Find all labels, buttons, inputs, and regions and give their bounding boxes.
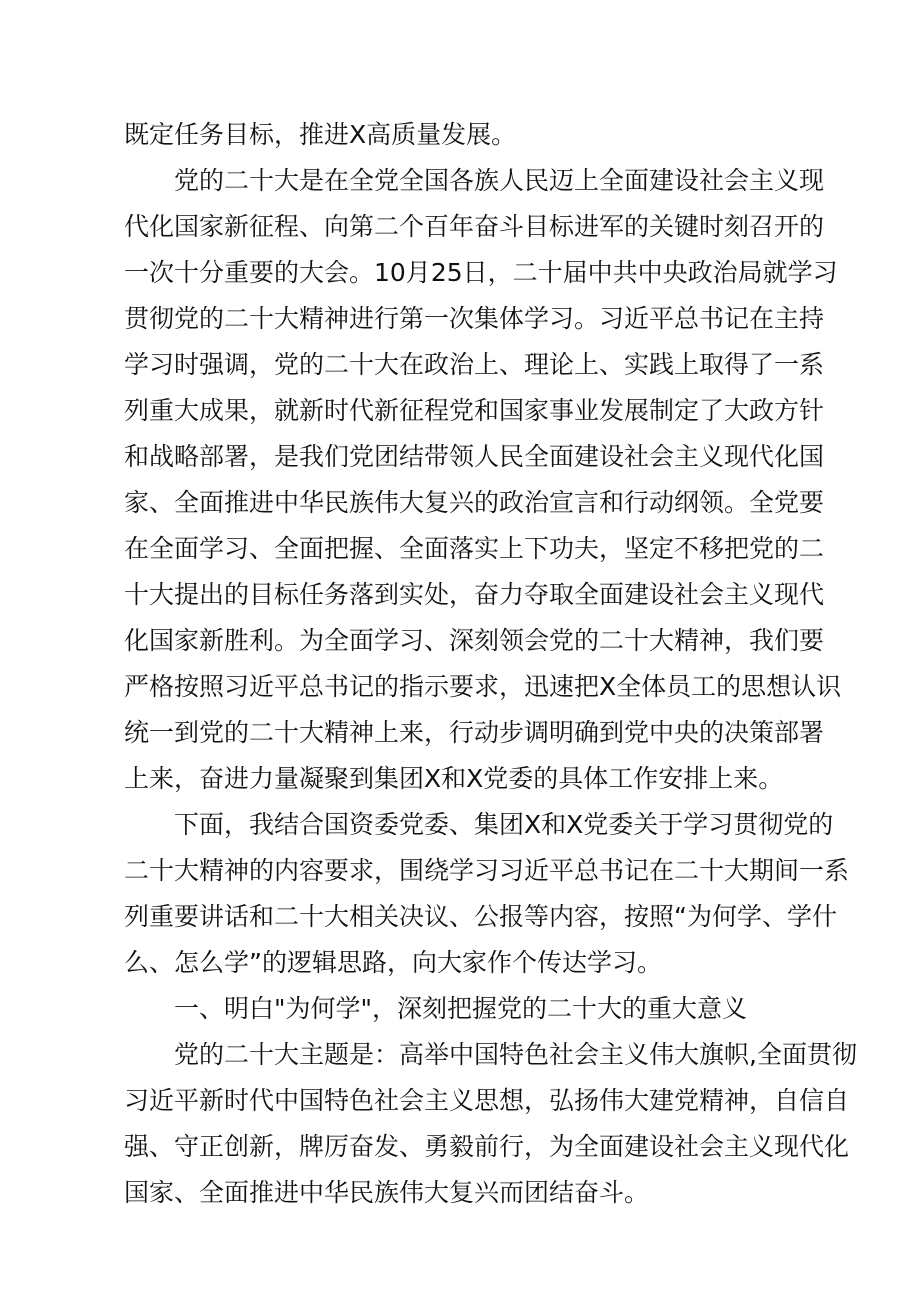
paragraph-1-line-9: 在全面学习、全面把握、全面落实上下功夫，坚定不移把党的二 — [124, 534, 825, 563]
paragraph-2-line-4: 么、怎么学”的逻辑思路，向大家作个传达学习。 — [124, 948, 662, 977]
paragraph-1-line-13: 统一到党的二十大精神上来，行动步调明确到党中央的决策部署 — [124, 718, 825, 747]
text-line-1: 既定任务目标，推进X高质量发展。 — [124, 120, 517, 149]
paragraph-1-line-14: 上来，奋进力量凝聚到集团X和X党委的具体工作安排上来。 — [124, 764, 784, 793]
paragraph-3-line-2: 习近平新时代中国特色社会主义思想，弘扬伟大建党精神，自信自 — [124, 1086, 850, 1115]
paragraph-3-line-1: 党的二十大主题是：高举中国特色社会主义伟大旗帜,全面贯彻 — [174, 1040, 857, 1069]
paragraph-3-line-3: 强、守正创新，牌厉奋发、勇毅前行，为全面建设社会主义现代化 — [124, 1132, 850, 1161]
paragraph-2-line-3: 列重要讲话和二十大相关决议、公报等内容，按照“为何学、学什 — [124, 902, 837, 931]
paragraph-1-line-8: 家、全面推进中华民族伟大复兴的政治宣言和行动纲领。全党要 — [124, 488, 825, 517]
paragraph-3-line-4: 国家、全面推进中华民族伟大复兴而团结奋斗。 — [124, 1178, 650, 1207]
paragraph-1-line-4: 贯彻党的二十大精神进行第一次集体学习。习近平总书记在主持 — [124, 304, 825, 333]
paragraph-1-line-3: 一次十分重要的大会。10月25日，二十届中共中央政治局就学习 — [124, 258, 838, 287]
paragraph-1-line-1: 党的二十大是在全党全国各族人民迈上全面建设社会主义现 — [174, 166, 825, 195]
paragraph-1-line-2: 代化国家新征程、向第二个百年奋斗目标进军的关键时刻召开的 — [124, 212, 825, 241]
paragraph-1-line-12: 严格按照习近平总书记的指示要求，迅速把X全体员工的思想认识 — [124, 672, 842, 701]
paragraph-1-line-10: 十大提出的目标任务落到实处，奋力夺取全面建设社会主义现代 — [124, 580, 825, 609]
paragraph-2-line-1: 下面，我结合国资委党委、集团X和X党委关于学习贯彻党的 — [174, 810, 834, 839]
paragraph-1-line-11: 化国家新胜利。为全面学习、深刻领会党的二十大精神，我们要 — [124, 626, 825, 655]
section-heading: 一、明白"为何学"，深刻把握党的二十大的重大意义 — [174, 994, 748, 1023]
paragraph-1-line-6: 列重大成果，就新时代新征程党和国家事业发展制定了大政方针 — [124, 396, 825, 425]
paragraph-1-line-7: 和战略部署，是我们党团结带领人民全面建设社会主义现代化国 — [124, 442, 825, 471]
paragraph-2-line-2: 二十大精神的内容要求，围绕学习习近平总书记在二十大期间一系 — [124, 856, 850, 885]
paragraph-1-line-5: 学习时强调，党的二十大在政治上、理论上、实践上取得了一系 — [124, 350, 825, 379]
